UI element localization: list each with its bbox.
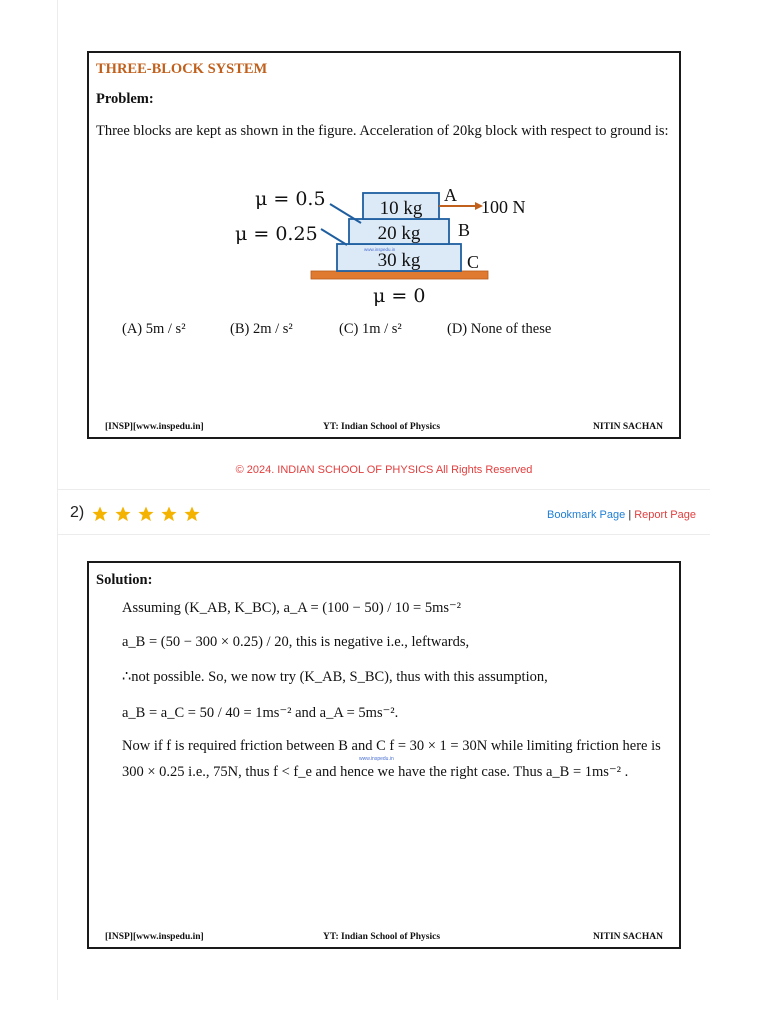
ground-plank xyxy=(311,271,488,279)
corner-label-b: B xyxy=(458,220,471,240)
figure-watermark: www.inspedu.in xyxy=(364,247,396,252)
page-actions xyxy=(547,509,696,521)
option-b[interactable]: (B) 2m / s² xyxy=(230,321,293,337)
block-mid-label: 20 kg xyxy=(377,223,421,244)
option-a[interactable]: (A) 5m / s² xyxy=(122,321,186,337)
mu-top-pointer xyxy=(330,204,361,223)
link-separator: | xyxy=(628,509,632,521)
solution-line-4: a_B = a_C = 50 / 40 = 1ms⁻² and a_A = 5ms⁻². xyxy=(122,705,399,721)
block-system-figure xyxy=(89,53,679,313)
star-icon[interactable] xyxy=(114,505,132,523)
mu-mid-label: μ = 0.25 xyxy=(235,223,318,245)
solution-line-6: 300 × 0.25 i.e., 75N, thus f < f_e and hence we have the right case. Thus a_B = 1ms⁻² . xyxy=(122,764,629,780)
option-d[interactable]: (D) None of these xyxy=(447,321,552,337)
problem-title: THREE-BLOCK SYSTEM xyxy=(96,61,268,77)
section-divider-bottom xyxy=(57,534,710,535)
mu-top-label: μ = 0.5 xyxy=(255,188,326,210)
rating-stars[interactable] xyxy=(91,505,202,528)
problem-sheet xyxy=(87,51,681,439)
corner-label-a: A xyxy=(444,185,457,205)
bookmark-page-link[interactable]: Bookmark Page xyxy=(546,509,626,521)
solution-line-3: ∴not possible. So, we now try (K_AB, S_BC), thus with this assumption, xyxy=(122,669,548,685)
solution-watermark: www.inspedu.in xyxy=(359,756,394,762)
solution-sheet xyxy=(87,561,681,949)
option-c[interactable]: (C) 1m / s² xyxy=(339,321,402,337)
page-left-rule xyxy=(57,0,58,1000)
star-icon[interactable] xyxy=(183,505,201,523)
block-bottom-label: 30 kg xyxy=(377,250,421,271)
mu-mid-pointer xyxy=(321,229,347,245)
solution-line-5: Now if f is required friction between B and C f = 30 × 1 = 30N while limiting friction here is xyxy=(122,738,661,754)
copyright-notice: © 2024. INDIAN SCHOOL OF PHYSICS All Rights Reserved xyxy=(235,464,533,476)
footer-author: NITIN SACHAN xyxy=(593,422,663,432)
footer-author: NITIN SACHAN xyxy=(593,932,663,942)
problem-text: Three blocks are kept as shown in the figure. Acceleration of 20kg block with respect to ground is: xyxy=(96,123,669,139)
solution-label: Solution: xyxy=(96,572,153,588)
star-icon[interactable] xyxy=(160,505,178,523)
footer-site: [INSP][www.inspedu.in] xyxy=(105,932,204,942)
report-page-link[interactable]: Report Page xyxy=(634,509,696,521)
page-number: 2) xyxy=(70,504,85,521)
section-divider-top xyxy=(57,489,710,490)
force-label: 100 N xyxy=(481,197,526,217)
footer-channel: YT: Indian School of Physics xyxy=(323,932,441,942)
footer-channel: YT: Indian School of Physics xyxy=(323,422,441,432)
mu-ground-label: μ = 0 xyxy=(373,285,426,307)
block-top-label: 10 kg xyxy=(379,198,423,219)
corner-label-c: C xyxy=(467,252,480,272)
star-icon[interactable] xyxy=(91,505,109,523)
solution-line-1: Assuming (K_AB, K_BC), a_A = (100 − 50) / 10 = 5ms⁻² xyxy=(122,600,462,616)
problem-label: Problem: xyxy=(96,91,154,107)
solution-line-2: a_B = (50 − 300 × 0.25) / 20, this is negative i.e., leftwards, xyxy=(122,634,470,650)
star-icon[interactable] xyxy=(137,505,155,523)
footer-site: [INSP][www.inspedu.in] xyxy=(105,422,204,432)
